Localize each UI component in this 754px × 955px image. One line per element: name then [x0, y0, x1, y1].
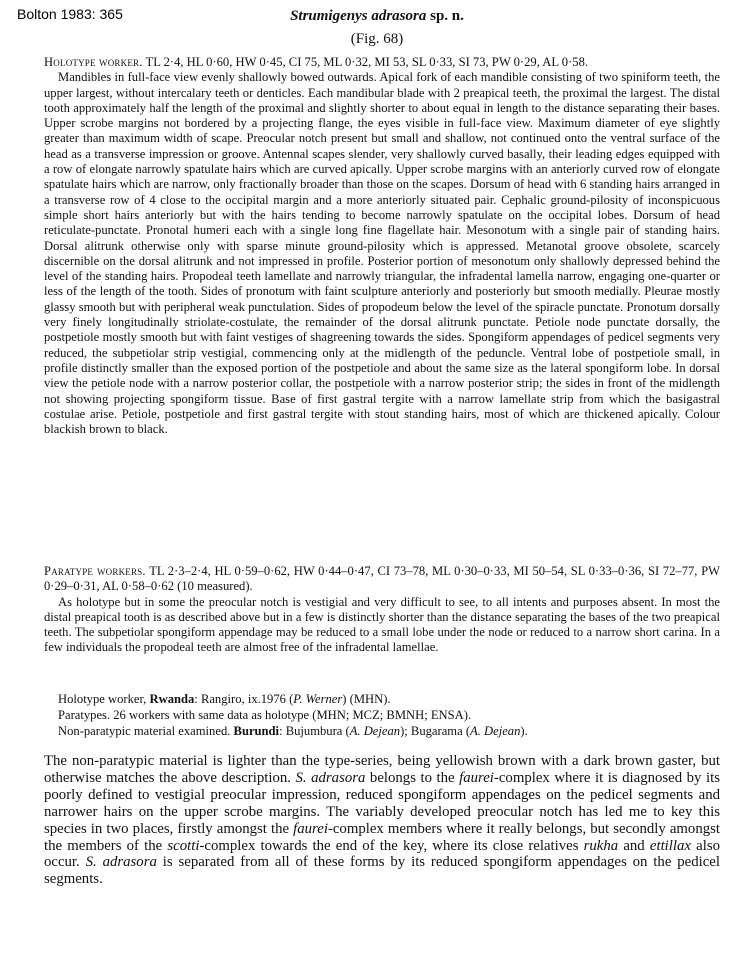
paratype-label: Paratype workers.	[44, 564, 146, 578]
holotype-measurements: TL 2·4, HL 0·60, HW 0·45, CI 75, ML 0·32, MI 53, SL 0·33, SI 73, PW 0·29, AL 0·58.	[145, 55, 589, 69]
holotype-section	[44, 55, 720, 437]
species-title	[0, 8, 754, 25]
species-name: Strumigenys adrasora	[290, 8, 427, 24]
paratype-description: As holotype but in some the preocular notch is vestigial and very difficult to see, to all intents and purposes absent. In most the distal preapical tooth is as described above but in a few is distinctly shorter than the distance separating the bases of the two preapical teeth. The subpetiolar spongiform appendage may be reduced to a small lobe under the node or reduced to a narrow short carina. In a few individuals the propodeal teeth are almost free of the infradental lamellae.	[44, 594, 720, 655]
figure-reference: (Fig. 68)	[350, 31, 404, 47]
discussion-section: The non-paratypic material is lighter than the type-series, being yellowish brown with a dark brown gaster, but otherwise matches the above description. S. adrasora belongs to the faurei-complex where it is diagnosed by its poorly defined to vestigial preocular impression, reduced spongiform appendages on the pedicel segments and narrower hairs on the upper scrobe margins. The variably developed preocular notch has led me to key this species in two places, firstly amongst the faurei-complex members where it really belongs, but secondly amongst the members of the scotti-complex towards the end of the key, where its close relatives rukha and ettillax also occur. S. adrasora is separated from all of these forms by its reduced spongiform appendages on the pedicel segments.	[44, 753, 720, 888]
new-species-mark: sp. n.	[430, 8, 464, 24]
citation: Bolton 1983: 365	[17, 6, 123, 22]
holotype-record: Holotype worker, Rwanda: Rangiro, ix.1976 (P. Werner) (MHN).	[58, 692, 391, 706]
material-section	[58, 691, 718, 739]
paratypes-record: Paratypes. 26 workers with same data as holotype (MHN; MCZ; BMNH; ENSA).	[58, 708, 472, 722]
paratype-section	[44, 564, 720, 656]
paratype-measurements: TL 2·3–2·4, HL 0·59–0·62, HW 0·44–0·47, CI 73–78, ML 0·30–0·33, MI 50–54, SL 0·33–0·36, SI 72–77, PW 0·29–0·31, AL 0·58–0·62 (10 measured).	[44, 564, 721, 594]
holotype-description: Mandibles in full-face view evenly shallowly bowed outwards. Apical fork of each mandible consisting of two spiniform teeth, the upper largest, without intercalary teeth or denticles. Each mandibular blade with 2 preapical teeth, the proximal the largest. The distal tooth approximately half the length of the proximal and slightly shorter to about equal in length to the distance separating their bases. Upper scrobe margins not bordered by a projecting flange, the eyes visible in full-face view. Maximum diameter of eye slightly greater than maximum width of scape. Preocular notch present but small and shallow, not continued onto the ventral surface of the head as a transverse impression or groove. Antennal scapes slender, very shallowly curved basally, their leading edges equipped with a row of elongate narrowly spatulate hairs which are curved apically. Upper scrobe margins with an anteriorly curved row of elongate spatulate hairs which are narrow, only fractionally broader than those on the scapes. Dorsum of head with 6 standing hairs arranged in a transverse row of 4 close to the occipital margin and a more anteriorly situated pair. Cephalic ground-pilosity of inconspicuous simple short hairs anteriorly but with the hairs tending to become narrowly spatulate on the occipital lobes. Dorsum of head reticulate-punctate. Pronotal humeri each with a single long fine flagellate hair. Mesonotum with a single pair of standing hairs. Dorsal alitrunk otherwise only with sparse minute ground-pilosity which is appressed. Metanotal groove obsolete, scarcely discernible on the dorsal alitrunk and not impressed in profile. Posterior portion of mesonotum only shallowly depressed behind the level of the standing hairs. Propodeal teeth lamellate and narrowly triangular, the infradental lamella narrow, engaging one-quarter or less of the length of the tooth. Sides of pronotum with faint sculpture anteriorly and posteriorly but smooth medially. Pleurae mostly glassy smooth but with peripheral weak punctulation. Sides of propodeum below the level of the spiracle punctate. Pronotum dorsally very finely longitudinally striolate-costulate, the remainder of the dorsal alitrunk punctate. Petiole node punctate dorsally, the postpetiole mostly smooth but with faint vestiges of shagreening towards the sides. Spongiform appendages of pedicel segments very reduced, the subpetiolar strip vestigial, commencing only at the midlength of the peduncle. Ventral lobe of postpetiole small, in profile distinctly smaller than the exposed portion of the postpetiole and about the same size as the lateral spongiform lobe. In dorsal view the petiole node with a narrow posterior collar, the postpetiole with a narrow posterior strip; the sides in front of the midlength not showing projecting spongiform tissue. Base of first gastral tergite with a narrow lamellate strip from which the basigastral costulae arise. Petiole, postpetiole and first gastral tergite with stout standing hairs, most of which are thickened apically. Colour blackish brown to black.	[44, 70, 720, 437]
nonparatypic-record: Non-paratypic material examined. Burundi: Bujumbura (A. Dejean); Bugarama (A. Dejean).	[58, 724, 528, 738]
holotype-label: Holotype worker.	[44, 55, 143, 69]
